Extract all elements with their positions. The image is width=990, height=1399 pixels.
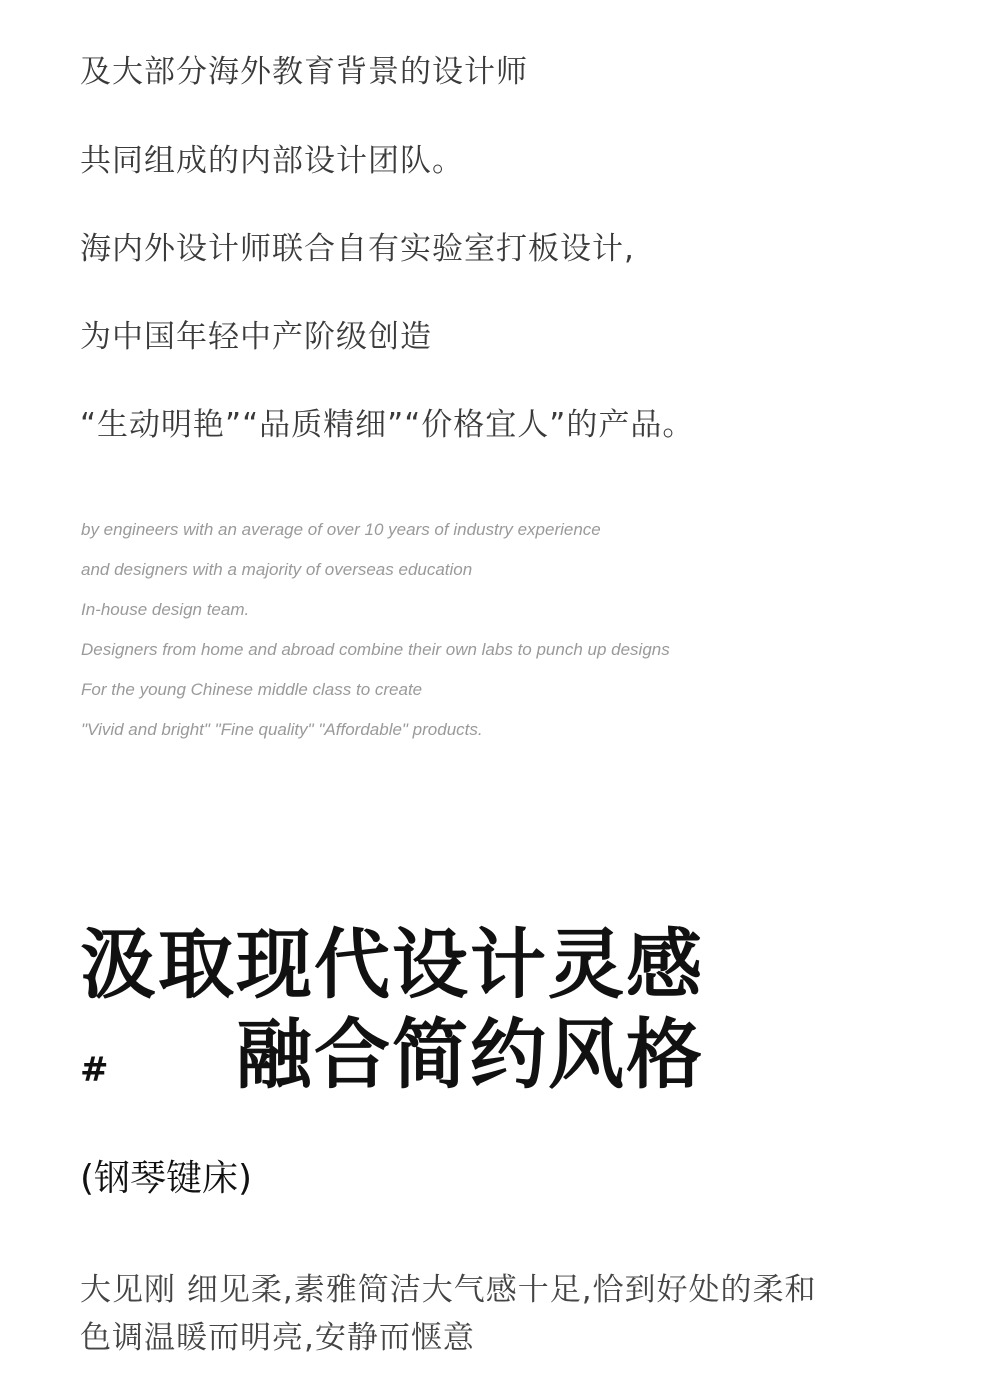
hash-mark: # — [80, 1050, 109, 1090]
intro-cn-line: 共同组成的内部设计团队。 — [80, 143, 464, 179]
intro-cn-line: 及大部分海外教育背景的设计师 — [80, 54, 528, 90]
intro-cn-line: 海内外设计师联合自有实验室打板设计, — [80, 231, 635, 267]
headline-line-1: 汲取现代设计灵感 — [80, 920, 704, 1009]
intro-en-line: "Vivid and bright" "Fine quality" "Affordable" products. — [81, 720, 483, 739]
intro-en-line: In-house design team. — [81, 600, 250, 619]
product-subtitle: (钢琴键床) — [80, 1158, 253, 1199]
description-line: 色调温暖而明亮,安静而惬意 — [80, 1320, 475, 1356]
headline-line-2: 融合简约风格 — [236, 1010, 704, 1099]
intro-en-line: Designers from home and abroad combine their own labs to punch up designs — [81, 640, 670, 659]
intro-en-line: and designers with a majority of overseas education — [81, 560, 473, 579]
intro-en-line: by engineers with an average of over 10 years of industry experience — [81, 520, 601, 539]
intro-cn-line: 为中国年轻中产阶级创造 — [80, 319, 432, 355]
intro-cn-line: “生动明艳”“品质精细”“价格宜人”的产品。 — [80, 407, 695, 443]
intro-en-line: For the young Chinese middle class to create — [81, 680, 423, 699]
description-line: 大见刚 细见柔,素雅简洁大气感十足,恰到好处的柔和 — [80, 1272, 817, 1308]
